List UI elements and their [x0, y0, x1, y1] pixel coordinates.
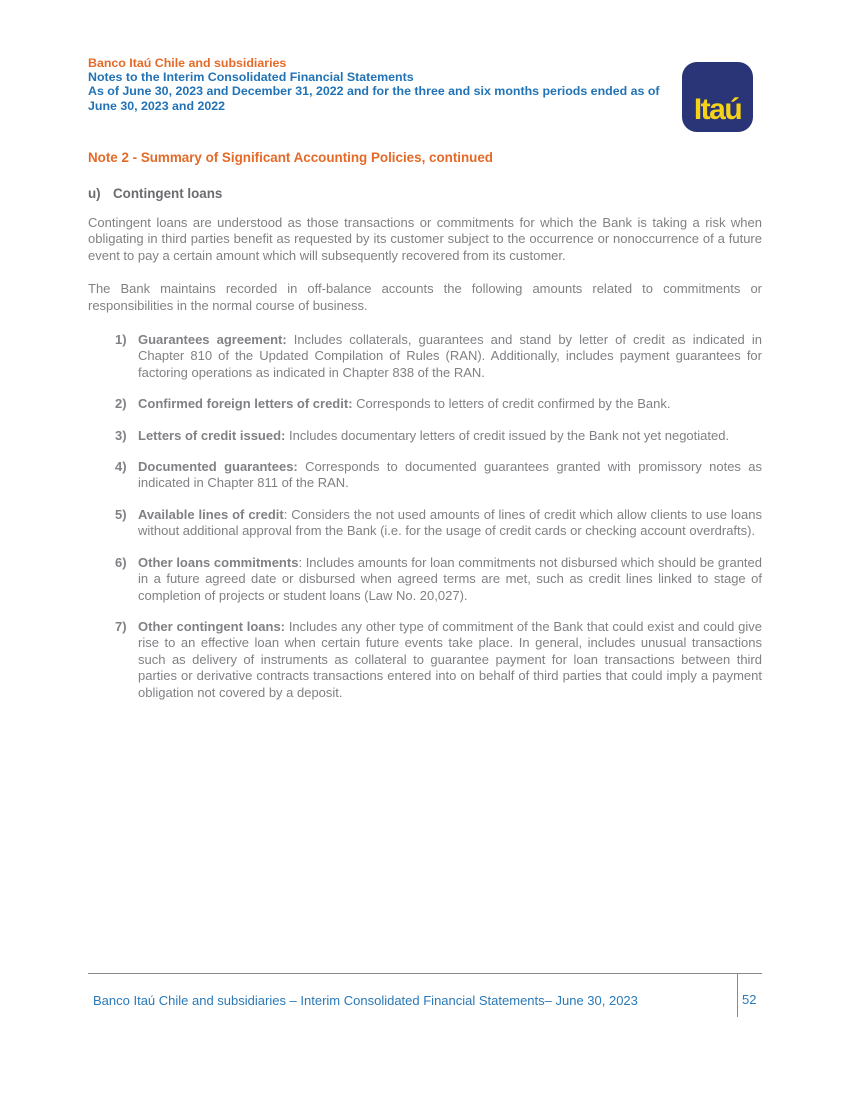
list-item-term: Documented guarantees:	[138, 459, 298, 475]
header-subtitle: Notes to the Interim Consolidated Financial Statements	[88, 70, 414, 85]
section-title: Contingent loans	[113, 186, 223, 201]
paragraph-off-balance: The Bank maintains recorded in off-balance accounts the following amounts related to commitments or responsibilities in the normal course of business.	[88, 281, 762, 313]
footer-title: Banco Itaú Chile and subsidiaries – Interim Consolidated Financial Statements– June 30, 2023	[93, 993, 638, 1008]
list-item-text	[138, 619, 762, 701]
section-heading	[88, 186, 762, 201]
list-item-term: Other contingent loans:	[138, 618, 286, 634]
list-item-description: Corresponds to documented guarantees granted with promissory notes as indicated in Chapter 811 of the RAN.	[138, 459, 762, 491]
list-item-confirmed-letters	[88, 396, 762, 412]
company-name: Banco Itaú Chile and subsidiaries	[88, 56, 287, 70]
list-item-other-contingent-loans	[88, 619, 762, 701]
list-item-number: 4)	[115, 459, 127, 475]
list-item-number: 3)	[115, 427, 127, 443]
list-item-number: 1)	[115, 332, 127, 348]
contingent-loans-list	[88, 332, 762, 701]
list-item-number: 7)	[115, 618, 127, 634]
list-item-other-loan-commitments	[88, 555, 762, 604]
section-letter: u)	[88, 186, 101, 201]
list-item-letters-issued	[88, 428, 762, 444]
list-item-number: 5)	[115, 506, 127, 522]
list-item-text	[138, 428, 762, 444]
list-item-term: Available lines of credit	[138, 506, 284, 522]
body-content	[88, 215, 762, 716]
list-item-term: Confirmed foreign letters of credit:	[138, 396, 353, 412]
document-footer	[88, 973, 762, 1008]
list-item-number: 2)	[115, 396, 127, 412]
list-item-text	[138, 332, 762, 381]
list-item-term: Letters of credit issued:	[138, 427, 286, 443]
list-item-number: 6)	[115, 554, 127, 570]
list-item-description: Corresponds to letters of credit confirmed by the Bank.	[352, 396, 671, 412]
list-item-text	[138, 507, 762, 540]
page-number-divider	[737, 974, 738, 1017]
list-item-description: : Considers the not used amounts of lines of credit which allow clients to use loans without additional approval from the Bank (i.e. for the usage of credit cards or checking account overdrafts).	[138, 506, 763, 539]
header-period-line: As of June 30, 2023 and December 31, 2022 and for the three and six months periods ended as of	[88, 84, 660, 99]
list-item-description: Includes any other type of commitment of the Bank that could exist and could give rise to an effective loan when certain future events take place. In general, includes unusual transactions such as delivery of instruments as collateral to guarantee payment for loan transactions between third parties or derivative contracts transactions entered into on behalf of third parties that could imply a payment obligation not covered by a deposit.	[138, 618, 762, 700]
list-item-description: Includes collaterals, guarantees and stand by letter of credit as indicated in Chapter 810 of the Updated Compilation of Rules (RAN). Additionally, includes payment guarantees for factoring operations as indicated in Chapter 838 of the RAN.	[138, 332, 762, 380]
list-item-text	[138, 459, 762, 492]
itau-logo	[682, 62, 753, 132]
list-item-text	[138, 396, 762, 412]
list-item-text	[138, 555, 762, 604]
note-title: Note 2 - Summary of Significant Accounting Policies, continued	[88, 150, 493, 165]
list-item-description: : Includes amounts for loan commitments not disbursed which should be granted in a future agreed date or disbursed when agreed terms are met, such as credit lines linked to stage of completion of projects or student loans (Law No. 20,027).	[138, 554, 762, 603]
list-item-description: Includes documentary letters of credit issued by the Bank not yet negotiated.	[285, 427, 730, 443]
paragraph-contingent-definition: Contingent loans are understood as those transactions or commitments for which the Bank is taking a risk when obligating in third parties benefit as requested by its customer subject to the occurrence or nonoccurrence of a future event to pay a certain amount which will subsequently recovered from its customer.	[88, 215, 762, 263]
document-header	[88, 56, 762, 126]
list-item-term: Other loans commitments	[138, 554, 299, 570]
list-item-term: Guarantees agreement:	[138, 332, 287, 348]
list-item-documented-guarantees	[88, 459, 762, 492]
header-period-line-2: June 30, 2023 and 2022	[88, 98, 226, 113]
itau-logo-text: Itaú	[693, 93, 742, 126]
list-item-guarantees-agreement	[88, 332, 762, 381]
list-item-available-lines	[88, 507, 762, 540]
page-number: 52	[742, 992, 757, 1007]
